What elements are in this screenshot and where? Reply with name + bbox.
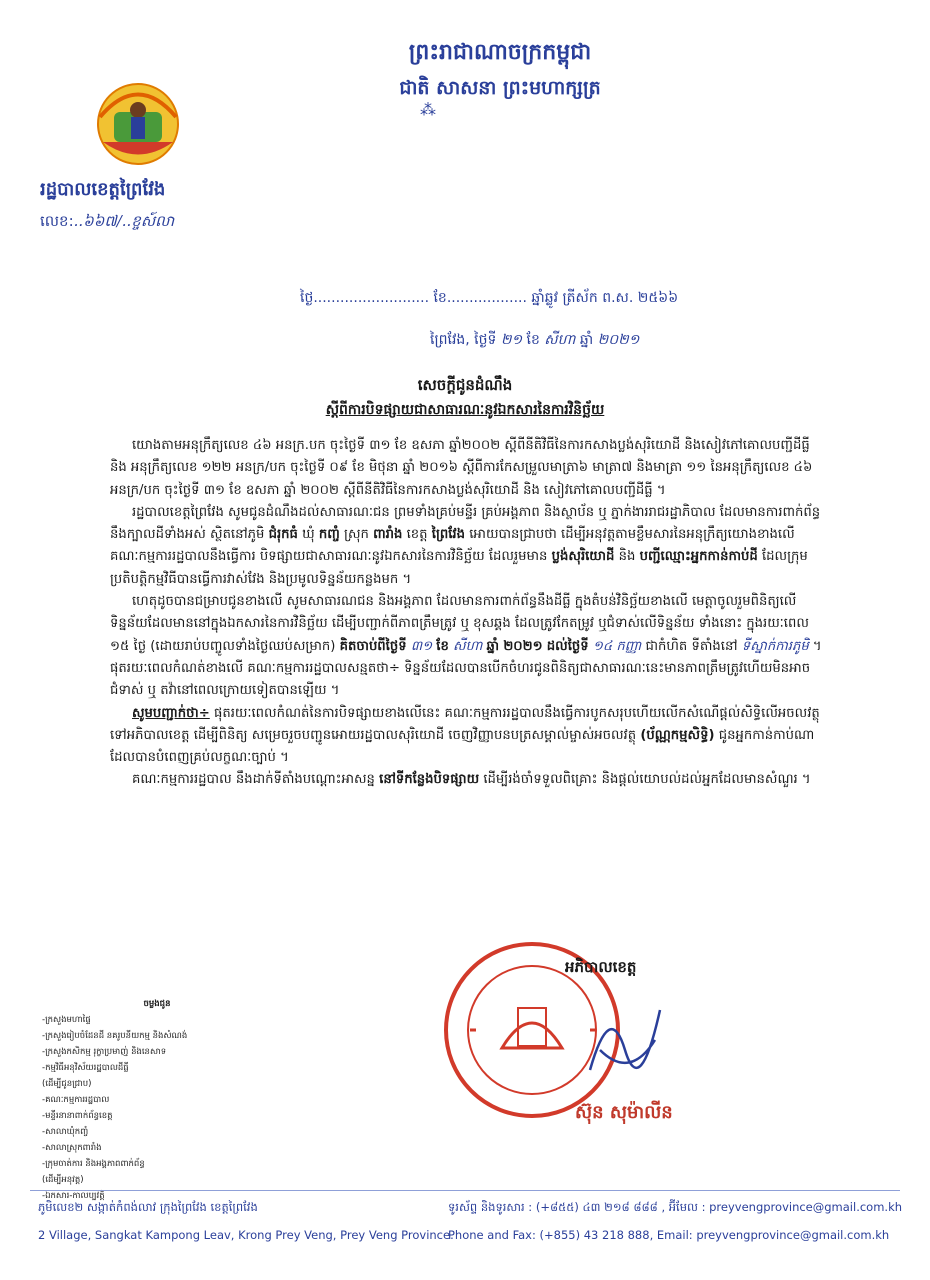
land-title: (ប័ណ្ណកម្មសិទ្ធិ): [640, 727, 715, 743]
period-from-label: គិតចាប់ពីថ្ងៃទី: [339, 638, 407, 654]
distribution-item: (ដើម្បីអនុវត្ត): [42, 1175, 84, 1185]
handwritten-signature: [580, 990, 670, 1090]
document-number-label: លេខ:: [40, 212, 74, 230]
distribution-item: -ក្រុមចាត់ការ និងអង្គភាពពាក់ព័ន្ធ: [42, 1159, 145, 1169]
paragraph-note: [110, 703, 830, 770]
document-number: [40, 212, 174, 234]
solar-date-day: ២១: [500, 332, 523, 348]
distribution-item: -មន្ទីរនានាពាក់ព័ន្ធខេត្ត: [42, 1111, 113, 1121]
paragraph-announcement: [110, 502, 830, 591]
distribution-item: -កម្មវិធីអនុវិស័យរដ្ឋបាលដីធ្លី: [42, 1063, 129, 1073]
notice-subtitle: ស្តីពីការបិទផ្សាយជាសាធារណៈនូវឯកសារនៃការវិនិច្ឆ័យ: [325, 402, 605, 418]
signatory-name: ស៊ុន សុម៉ាលីន: [575, 1102, 673, 1123]
occupant-list: បញ្ជីឈ្មោះអ្នកកាន់កាប់ដី: [639, 549, 758, 565]
paragraph-review-period: [110, 591, 830, 702]
notice-title: សេចក្តីជូនដំណឹង: [417, 376, 513, 394]
solar-date: [430, 330, 820, 351]
solar-date-month: សីហា: [544, 332, 576, 348]
cadastral-plan: ប្លង់សុរិយោដី: [551, 549, 615, 565]
lunar-date: ថ្ងៃ.......................... ខែ.................. ឆ្នាំឆ្លូវ ត្រីស័ក ព.ស. ២៥៦៦: [300, 290, 679, 306]
province-label: ខេត្ត: [406, 527, 428, 543]
distribution-item: -គណៈកម្មការរដ្ឋបាល: [42, 1095, 110, 1105]
paragraph-consultation: [110, 769, 830, 791]
distribution-item: -ឯកសារ-កាលប្បវត្តិ: [42, 1191, 105, 1201]
letterhead: [300, 38, 700, 104]
province-name: ព្រៃវែង: [431, 527, 465, 543]
consultation-place: នៅទីកន្លែងបិទផ្សាយ: [379, 772, 480, 788]
document-number-value: ..៦៦៧/..ខ្ចស៍លា: [73, 212, 175, 230]
period-year: ២០២១: [503, 638, 543, 654]
paragraph-text: និង: [618, 549, 636, 565]
paragraph-text: គណៈកម្មការរដ្ឋបាល នឹងដាក់ទីតាំងបណ្តោះអាសន្ន: [132, 772, 375, 788]
footer-address-en: 2 Village, Sangkat Kampong Leav, Krong Prey Veng, Prey Veng Province.: [38, 1228, 454, 1242]
commune-name: កញ្ចំ: [318, 527, 340, 543]
national-motto: ជាតិ សាសនា ព្រះមហាក្សត្រ: [399, 77, 601, 99]
kingdom-title: ព្រះរាជាណាចក្រកម្ពុជា: [408, 40, 592, 65]
district-name: ពារាំង: [373, 527, 403, 543]
paragraph-text: រដ្ឋបាលខេត្តព្រៃវែង សូមជូនដំណឹងដល់សាធារណៈជន ព្រមទាំងគ្រប់មន្ទីរ គ្រប់អង្គភាព និងស្ថាប័ន ឬ ភ្នាក់ងាររាជរដ្ឋាភិបាល ដែលមានការពាក់ព័ន្ធនឹងក្បាលដីទាំងអស់ ស្ថិតនៅភូមិ: [110, 504, 821, 543]
paragraph-text: ជាកំហិត ទីតាំងនៅ: [645, 638, 738, 654]
distribution-item: -ក្រសួងរៀបចំដែនដី នគរូបនីយកម្ម និងសំណង់: [42, 1031, 188, 1041]
paragraph-text: ។ ផុតរយៈពេលកំណត់ខាងលើ គណៈកម្មការរដ្ឋបាលសន្មតថា÷ ទិន្នន័យដែលបានបើកចំហរជូនពិនិត្យជាសាធារណៈនេះមានភាពត្រឹមត្រូវហើយមិនអាចជំទាស់ ឬ តវ៉ានៅពេលក្រោយទៀតបានឡើយ ។: [110, 638, 822, 699]
distribution-heading: ចម្លងជូន: [143, 999, 171, 1009]
footer-divider: [30, 1190, 900, 1191]
commune-label: ឃុំ: [302, 527, 315, 543]
district-label: ស្រុក: [344, 527, 369, 543]
paragraph-text: ដែលក្រុមប្រតិបត្តិកម្មវិធីបានធ្វើការវាស់វែង និងប្រមូលទិន្នន័យកន្លងមក ។: [110, 549, 808, 587]
paragraph-text: ជូនអ្នកកាន់កាប់ណាដែលបានបំពេញគ្រប់លក្ខណៈច្បាប់ ។: [110, 727, 815, 766]
solar-date-prefix: ព្រៃវែង, ថ្ងៃទី: [430, 332, 497, 348]
period-month-label: ខែ: [436, 638, 449, 654]
solar-date-year: ២០២១: [597, 332, 640, 348]
period-to-month: កញ្ញា: [616, 638, 642, 654]
paragraph-legal-basis: យោងតាមអនុក្រឹត្យលេខ ៤៦ អនក្រ.បក ចុះថ្ងៃទី ៣១ ខែ ឧសភា ឆ្នាំ២០០២ ស្តីពីនីតិវិធីនៃការកសាងប្លង់សុរិយោដី និងសៀវភៅគោលបញ្ជីដីធ្លី និង អនុក្រឹត្យលេខ ១២២ អនក្រ/បក ចុះថ្ងៃទី ០៩ ខែ មិថុនា ឆ្នាំ ២០១៦ ស្តីពីការកែសម្រួលមាត្រា៦ មាត្រា៧ និងមាត្រា ១១ នៃអនុក្រឹត្យលេខ ៤៦ អនក្រ/បក ចុះថ្ងៃទី ៣១ ខែ ឧសភា ឆ្នាំ ២០០២ ស្តីពីនីតិវិធីនៃការកសាងប្លង់សុរិយោដី និង សៀវភៅគោលបញ្ជីដីធ្លី ។: [110, 438, 813, 498]
issuing-authority: រដ្ឋបាលខេត្តព្រៃវែង: [40, 179, 166, 200]
note-label: សូមបញ្ជាក់ថា÷: [132, 705, 210, 721]
distribution-item: (ដើម្បីជូនជ្រាប): [42, 1079, 92, 1089]
distribution-item: -ក្រសួងកសិកម្ម រុក្ខាប្រមាញ់ និងនេសាទ: [42, 1047, 167, 1057]
paragraph-text: ហេតុដូចបានជម្រាបជូនខាងលើ សូមសាធារណជន និងអង្គភាព ដែលមានការពាក់ព័ន្ធនឹងដីធ្លី ក្នុងតំបន់វិនិច្ឆ័យខាងលើ មេត្តាចូលរួមពិនិត្យលើទិន្នន័យដែលមាននៅក្នុងឯកសារនៃការវិនិច្ឆ័យ ដើម្បីបញ្ជាក់ពីភាពត្រឹមត្រូវ ឬ ខុសឆ្គង ដែលត្រូវកែតម្រូវ ឬជំទាស់លើទិន្នន័យ ទាំងនោះ ក្នុងរយៈពេល ១៥ ថ្ងៃ (ដោយរាប់បញ្ចូលទាំងថ្ងៃឈប់សម្រាក): [110, 594, 809, 654]
period-year-label: ឆ្នាំ: [486, 638, 500, 654]
distribution-item: -សាលាស្រុកពារាំង: [42, 1143, 102, 1153]
paragraph-text: ដើម្បីរង់ចាំទទួលពិគ្រោះ និងផ្តល់យោបល់ដល់អ្នកដែលមានសំណួរ ។: [483, 772, 811, 788]
solar-date-month-label: ខែ: [526, 332, 540, 348]
footer-address-km: ភូមិលេខ២ សង្កាត់កំពង់លាវ ក្រុងព្រៃវែង ខេត្តព្រៃវែង: [38, 1200, 258, 1214]
period-from-month: សីហា: [453, 638, 483, 654]
footer-contact-km: ទូរស័ព្ទ និងទូរសារ : (+៨៥៥) ៤៣ ២១៨ ៨៨៨ , អ៊ីមែល : preyvengprovince@gmail.com.kh: [448, 1200, 903, 1214]
distribution-list: [42, 996, 212, 1204]
village-name: ជំរុកធំ: [268, 527, 298, 543]
solar-date-year-label: ឆ្នាំ: [579, 332, 594, 348]
display-location: ទីស្នាក់ការភូមិ: [741, 638, 809, 654]
ornament: ⁂: [420, 100, 436, 119]
period-to-label: ដល់ថ្ងៃទី: [546, 638, 589, 654]
period-from-day: ៣១: [410, 638, 433, 654]
paragraph-text: ផុតរយៈពេលកំណត់នៃការបិទផ្សាយខាងលើនេះ គណៈកម្មការរដ្ឋបាលនឹងធ្វើការបូកសរុបហើយលើកសំណើផ្តល់សិទ្ធិលើអចលវត្ថុទៅអភិបាលខេត្ត ដើម្បីពិនិត្យ សម្រេចរួចបញ្ជូនអោយរដ្ឋបាលសុរិយោដី ចេញវិញ្ញាបនបត្រសម្គាល់ម្ចាស់អចលវត្ថុ: [110, 705, 820, 743]
notice-body: [110, 435, 830, 792]
paragraph-text: អោយបានជ្រាបថា ដើម្បីអនុវត្តតាមខ្លឹមសារនៃអនុក្រឹត្យយោងខាងលើ គណៈកម្មការរដ្ឋបាលនឹងធ្វើការ បិទផ្សាយជាសាធារណៈនូវឯកសារនៃការវិនិច្ឆ័យ ដែលរួមមាន: [110, 527, 795, 565]
distribution-item: -សាលាឃុំកញ្ចំ: [42, 1127, 89, 1137]
distribution-item: -ក្រសួងមហាផ្ទៃ: [42, 1015, 91, 1025]
period-to-day: ១៤: [592, 638, 613, 654]
signatory-title: អភិបាលខេត្ត: [565, 958, 637, 976]
provincial-emblem-logo: [88, 72, 188, 172]
footer-contact-en: Phone and Fax: (+855) 43 218 888, Email: preyvengprovince@gmail.com.kh: [448, 1228, 890, 1242]
